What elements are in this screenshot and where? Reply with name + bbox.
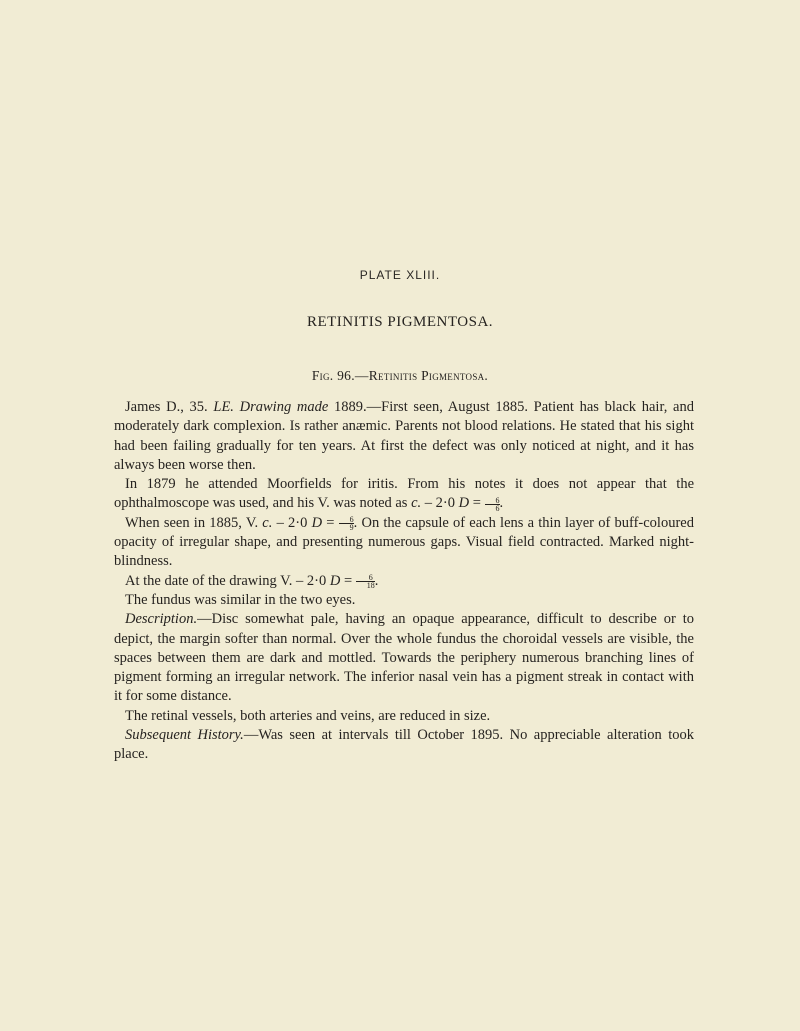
paragraph-fundus: The fundus was similar in the two eyes. [125, 591, 356, 608]
figure-name: Retinitis Pigmentosa. [368, 368, 489, 383]
text-span: – 2·0 [421, 495, 459, 512]
paragraph-drawing-date [114, 572, 694, 591]
text-span: – 2·0 [272, 514, 312, 531]
text-span: = [469, 495, 485, 512]
paragraph-history [114, 398, 694, 475]
text-span: . [499, 495, 504, 512]
text-span: = [322, 514, 339, 531]
text-italic: D [311, 514, 323, 531]
text-span: At the date of the drawing V. – 2·0 [125, 572, 330, 589]
text-span: . On the capsule of each lens a thin layer of buff-coloured opacity of irregular shape, and presenting numerous gaps. Visual field contracted. Marked night-blindness. [114, 514, 694, 570]
text-italic: c. [411, 495, 422, 512]
paragraph-vessels: The retinal vessels, both arteries and veins, are reduced in size. [125, 707, 491, 724]
text-span: = [340, 572, 356, 589]
plate-number: PLATE XLIII. [359, 268, 441, 282]
fraction-denominator: 18 [366, 580, 375, 590]
text-span: When seen in 1885, V. [125, 514, 263, 531]
fraction [485, 497, 500, 512]
fraction-numerator: 6 [339, 516, 354, 524]
text-italic: D [329, 572, 341, 589]
figure-caption [0, 368, 800, 384]
text-span: —Was seen at intervals till October 1895. No appreciable alteration took place. [114, 727, 694, 763]
text-italic: D [458, 495, 470, 512]
text-span: In 1879 he attended Moorfields for iritis. From his notes it does not appear that the ophthalmoscope was used, and his V. was noted as [114, 476, 694, 512]
fraction [339, 516, 354, 531]
case-text [114, 398, 694, 765]
text-span: —Disc somewhat pale, having an opaque appearance, difficult to describe or to depict, the margin softer than normal. Over the whole fundus the choroidal vessels are visible, the spaces between them are dark and mottled. Towards the periphery numerous branching lines of pigment forming an irregular network. The inferior nasal vein has a pigment streak in contact with it for some distance. [114, 611, 694, 705]
text-span: James D., 35. [125, 399, 214, 415]
text-italic: Description. [125, 611, 198, 628]
paragraph-1885 [114, 514, 694, 572]
fraction-denominator: 6 [495, 503, 500, 513]
paragraph-iritis [114, 475, 694, 514]
fraction-denominator: 9 [349, 522, 354, 532]
fraction [356, 574, 375, 589]
page-title: RETINITIS PIGMENTOSA. [306, 314, 494, 330]
paragraph-description [114, 610, 694, 706]
text-span: 1889.—First seen, August 1885. Patient has black hair, and moderately dark complexion. Is rather anæmic. Parents not blood relations. He stated that his sight had been failing gradually for ten years. At first the defect was only noticed at night, and it has always been worse then. [114, 399, 694, 473]
fraction-numerator: 6 [485, 497, 500, 505]
text-italic: Subsequent History. [125, 727, 244, 744]
figure-number: Fig. 96.— [311, 368, 369, 383]
text-italic: LE. Drawing made [213, 399, 329, 415]
text-italic: c. [262, 514, 273, 531]
paragraph-subsequent-history [114, 726, 694, 765]
fraction-numerator: 6 [356, 574, 375, 582]
text-span: . [374, 572, 379, 589]
